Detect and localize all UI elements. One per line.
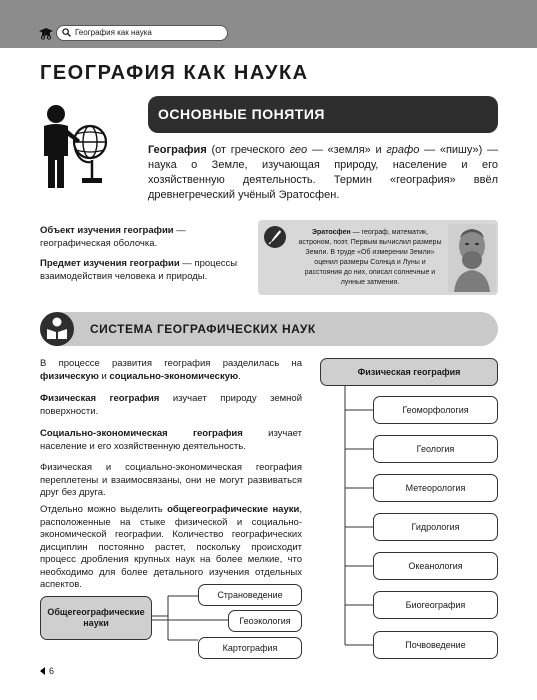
general-geography-box: Общегеографические науки	[40, 596, 152, 640]
reading-person-icon	[40, 312, 74, 346]
term-geo: гео	[289, 144, 308, 156]
p2-text: изучает природу земной поверхности.	[40, 393, 302, 417]
p5-bold: общегеографические науки	[167, 504, 300, 515]
page-title: ГЕОГРАФИЯ КАК НАУКА	[40, 62, 309, 84]
paragraph-2	[40, 393, 302, 418]
page-arrow-icon	[40, 667, 45, 675]
intro-text-3: — «пишу») — наука о Земле, изучающая природу, население и его хозяйственную деятельность. Термин «география» ввёл древнегреческий учёный Эратосфен.	[148, 144, 498, 201]
p1-bold-physical: физическую	[40, 370, 99, 382]
top-bar	[0, 0, 537, 48]
intro-text-1: (от греческого	[206, 144, 290, 156]
intro-paragraph	[148, 143, 498, 203]
person-with-globe-icon	[40, 104, 110, 190]
general-branch-box: Картография	[198, 637, 302, 659]
section-banner-basics: ОСНОВНЫЕ ПОНЯТИЯ	[148, 96, 498, 133]
quill-icon	[264, 226, 286, 248]
p1-text: В процессе развития география разделилась на	[40, 358, 302, 369]
eratosthenes-text	[296, 228, 444, 288]
page-number-text: 6	[49, 666, 55, 676]
eratosthenes-name: Эратосфен	[311, 229, 351, 236]
branch-box: Метеорология	[373, 474, 498, 502]
object-definition	[40, 224, 245, 250]
p1-and: и	[98, 370, 110, 382]
p2-bold: Физическая география	[40, 393, 160, 404]
branch-box: Геология	[373, 435, 498, 463]
subject-definition	[40, 257, 245, 283]
term-geography: География	[148, 144, 207, 156]
object-label: Объект изучения географии	[40, 225, 174, 236]
branch-box: Геоморфология	[373, 396, 498, 424]
p3-text: изучает население и его хозяйственную деятельность.	[40, 428, 302, 452]
eratosthenes-description: — географ, математик, астроном, поэт. Первым вычислил размеры Земли. В труде «Об измерении Земли» оценил размеры Солнца и Луны и расстояния до них, описал солнечные и лунные затмения.	[298, 229, 442, 286]
page-number	[40, 666, 54, 676]
search-field[interactable]	[56, 25, 228, 41]
general-branch-box: Страноведение	[198, 584, 302, 606]
paragraph-1	[40, 358, 302, 383]
branch-box: Биогеография	[373, 591, 498, 619]
paragraph-5	[40, 504, 302, 592]
p1-bold-socioeconomic: социально-экономическую	[109, 370, 239, 382]
p5-text-2: , расположенные на стыке физической и социально-экономической географии. Количество географических дисциплин постоянно растет, поскольку происходит процесс дробления крупных наук на более мелкие, что необходимо для более детального изучения отдельных аспектов.	[40, 504, 302, 590]
section-banner-system: СИСТЕМА ГЕОГРАФИЧЕСКИХ НАУК	[40, 312, 498, 346]
p1-end: .	[238, 370, 241, 382]
eratosthenes-note	[258, 220, 498, 295]
subject-text: — процессы взаимодействия человека и природы.	[40, 258, 238, 282]
branch-box: Почвоведение	[373, 631, 498, 659]
subject-label: Предмет изучения географии	[40, 258, 180, 269]
branch-box: Океанология	[373, 552, 498, 580]
paragraph-4: Физическая и социально-экономическая география переплетены и взаимосвязаны, они не могут развиваться друг без друга.	[40, 462, 302, 498]
physical-geography-box: Физическая география	[320, 358, 498, 386]
object-text: — географическая оболочка.	[40, 225, 186, 249]
branch-box: Гидрология	[373, 513, 498, 541]
search-text: География как наука	[75, 28, 152, 37]
graduation-cap-icon	[38, 26, 54, 40]
intro-text-2: — «земля» и	[307, 144, 387, 156]
search-icon	[62, 28, 71, 37]
p5-text-1: Отдельно можно выделить	[40, 504, 168, 515]
term-grafo: графо	[386, 144, 420, 156]
paragraph-3	[40, 428, 302, 453]
general-branch-box: Геоэкология	[228, 610, 302, 632]
p3-bold: Социально-экономическая география	[40, 428, 243, 439]
eratosthenes-bust-image	[448, 224, 496, 292]
